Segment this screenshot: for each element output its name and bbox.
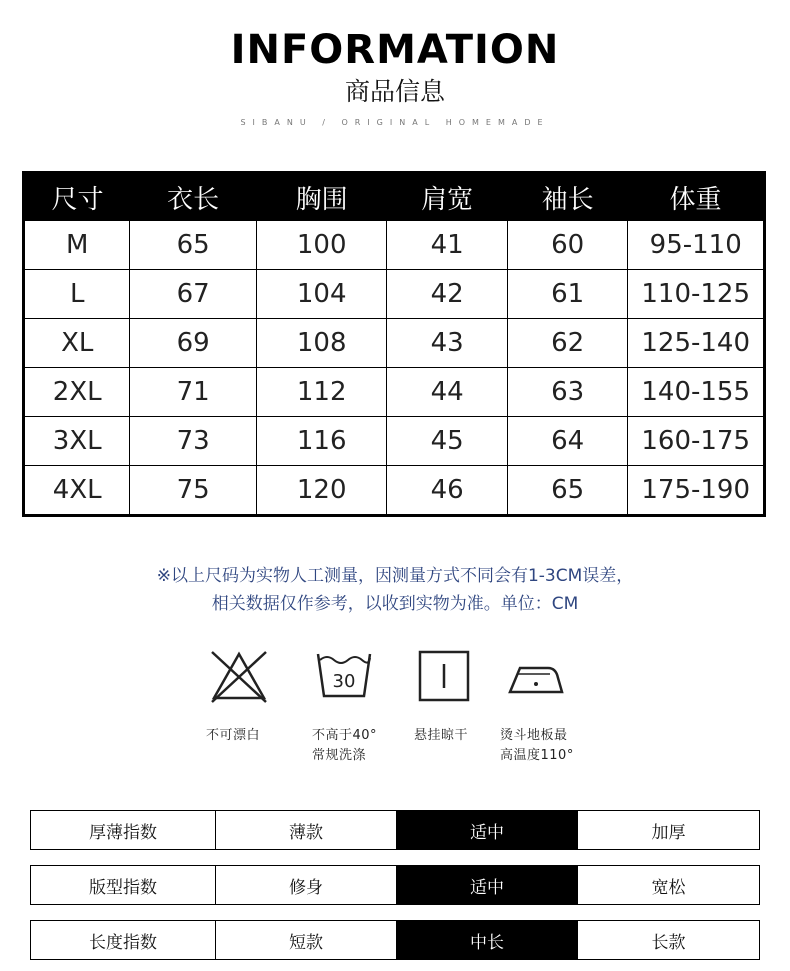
cell-size: L (24, 270, 130, 319)
table-row (24, 221, 765, 270)
cell-shoulder: 43 (387, 319, 507, 368)
cell-chest: 112 (256, 368, 387, 417)
cell-shoulder: 46 (387, 466, 507, 516)
index-option-selected: 中长 (397, 921, 578, 960)
index-option: 长款 (578, 921, 760, 960)
cell-chest: 100 (256, 221, 387, 270)
cell-size: 4XL (24, 466, 130, 516)
header-weight: 体重 (628, 173, 765, 221)
cell-sleeve: 64 (507, 417, 627, 466)
care-label-hang-dry: 悬挂晾干 (414, 728, 469, 743)
cell-sleeve: 61 (507, 270, 627, 319)
table-row (24, 270, 765, 319)
table-row (24, 319, 765, 368)
index-option: 薄款 (216, 811, 397, 850)
no-bleach-icon (206, 648, 272, 704)
header-length: 衣长 (130, 173, 257, 221)
cell-size: 3XL (24, 417, 130, 466)
table-row (24, 417, 765, 466)
care-wash-30 (312, 648, 422, 766)
cell-chest: 120 (256, 466, 387, 516)
header-shoulder: 肩宽 (387, 173, 507, 221)
care-label-iron: 烫斗地板最 高温度110° (500, 728, 574, 763)
index-option: 修身 (216, 866, 397, 905)
length-index (30, 920, 760, 960)
cell-sleeve: 65 (507, 466, 627, 516)
index-option: 短款 (216, 921, 397, 960)
wash-temp-badge: 30 (332, 671, 356, 692)
index-label: 长度指数 (31, 921, 216, 960)
note-line-1: ※以上尺码为实物人工测量，因测量方式不同会有1-3CM误差， (156, 566, 634, 586)
size-table-header-row (24, 173, 765, 221)
cell-length: 73 (130, 417, 257, 466)
cell-sleeve: 63 (507, 368, 627, 417)
thickness-index (30, 810, 760, 850)
cell-chest: 108 (256, 319, 387, 368)
header-size: 尺寸 (24, 173, 130, 221)
cell-length: 65 (130, 221, 257, 270)
cell-shoulder: 45 (387, 417, 507, 466)
cell-sleeve: 62 (507, 319, 627, 368)
index-label: 版型指数 (31, 866, 216, 905)
fit-index (30, 865, 760, 905)
index-option-selected: 适中 (397, 811, 578, 850)
care-label-wash: 不高于40° 常规洗涤 (312, 728, 378, 763)
cell-size: XL (24, 319, 130, 368)
page-title: INFORMATION (230, 27, 560, 73)
care-no-bleach (206, 648, 316, 746)
index-option-selected: 适中 (397, 866, 578, 905)
cell-size: 2XL (24, 368, 130, 417)
cell-shoulder: 44 (387, 368, 507, 417)
cell-weight: 95-110 (628, 221, 765, 270)
brand-tagline: SIBANU / ORIGINAL HOMEMADE (240, 118, 550, 127)
index-option: 宽松 (578, 866, 760, 905)
cell-chest: 104 (256, 270, 387, 319)
hang-dry-icon (414, 648, 474, 704)
cell-chest: 116 (256, 417, 387, 466)
index-option: 加厚 (578, 811, 760, 850)
wash-30-icon (314, 648, 374, 704)
cell-weight: 140-155 (628, 368, 765, 417)
cell-weight: 175-190 (628, 466, 765, 516)
cell-sleeve: 60 (507, 221, 627, 270)
table-row (24, 466, 765, 516)
cell-shoulder: 42 (387, 270, 507, 319)
page-subtitle: 商品信息 (344, 77, 445, 106)
index-row (31, 866, 760, 905)
measurement-note (0, 562, 790, 618)
index-row (31, 811, 760, 850)
cell-shoulder: 41 (387, 221, 507, 270)
care-label-no-bleach: 不可漂白 (206, 728, 261, 743)
iron-icon (500, 648, 566, 704)
size-table (22, 171, 766, 517)
cell-length: 75 (130, 466, 257, 516)
care-iron (500, 648, 610, 766)
cell-length: 69 (130, 319, 257, 368)
cell-weight: 160-175 (628, 417, 765, 466)
header-chest: 胸围 (256, 173, 387, 221)
table-row (24, 368, 765, 417)
cell-weight: 110-125 (628, 270, 765, 319)
cell-length: 71 (130, 368, 257, 417)
index-label: 厚薄指数 (31, 811, 216, 850)
index-row (31, 921, 760, 960)
cell-length: 67 (130, 270, 257, 319)
cell-size: M (24, 221, 130, 270)
note-line-2: 相关数据仅作参考，以收到实物为准。单位：CM (211, 594, 579, 614)
header-sleeve: 袖长 (507, 173, 627, 221)
cell-weight: 125-140 (628, 319, 765, 368)
